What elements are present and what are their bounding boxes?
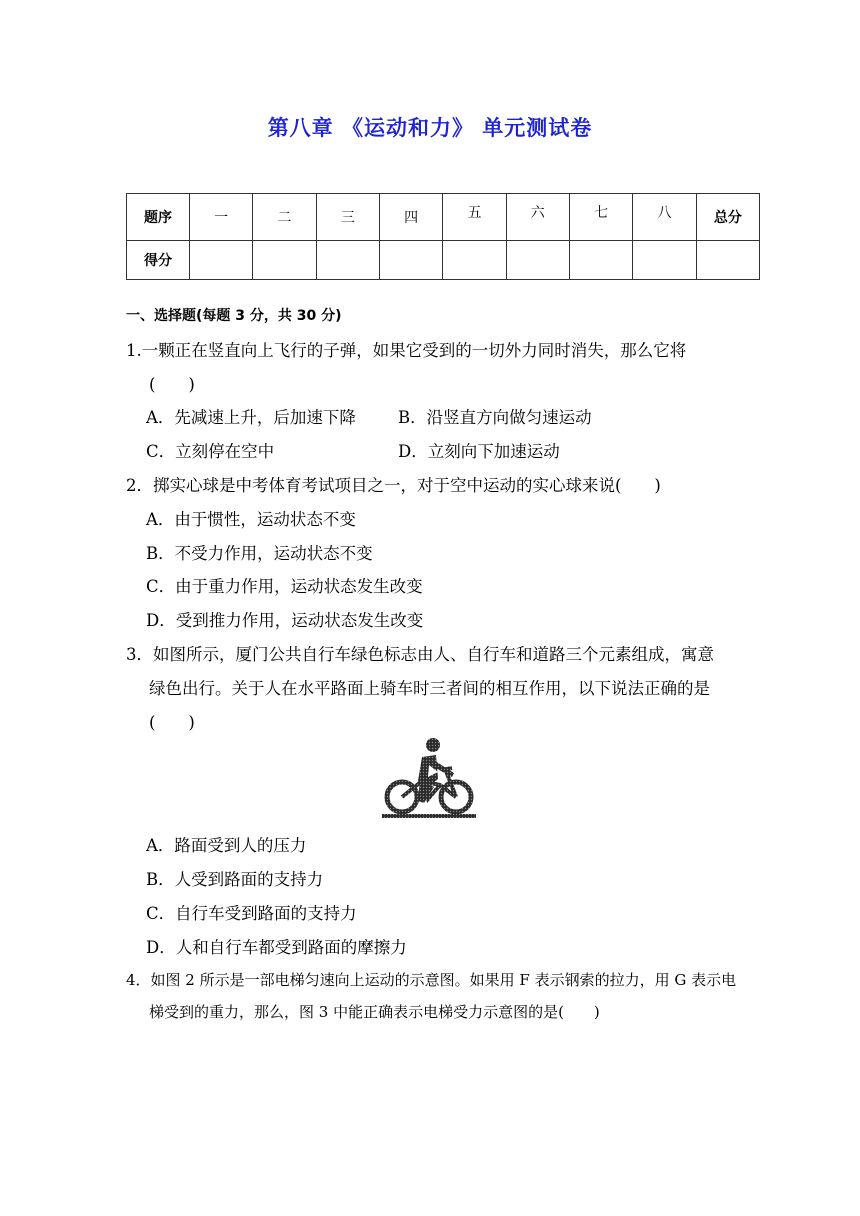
question-2-text: 2．掷实心球是中考体育考试项目之一，对于空中运动的实心球来说( ) [126,476,661,495]
row-label-cell: 得分 [127,241,190,280]
score-table-score-row [127,241,760,280]
question-1-option-c[interactable]: C．立刻停在空中 [146,442,275,461]
table-header-cell: 五 [443,194,506,241]
question-2-option-d[interactable]: D．受到推力作用，运动状态发生改变 [146,611,424,630]
question-3-option-d[interactable]: D．人和自行车都受到路面的摩擦力 [146,938,407,957]
question-3-option-c[interactable]: C．自行车受到路面的支持力 [146,904,357,923]
table-header-cell: 七 [569,194,632,241]
score-cell[interactable] [696,241,759,280]
question-4-text-line-2: 梯受到的重力，那么，图 3 中能正确表示电梯受力示意图的是( ) [149,1003,600,1021]
question-1-blank: ( ) [149,375,195,394]
question-1-text: 1.一颗正在竖直向上飞行的子弹，如果它受到的一切外力同时消失，那么它将 [126,341,687,360]
question-1-option-b[interactable]: B．沿竖直方向做匀速运动 [398,408,592,427]
table-header-cell: 四 [379,194,442,241]
score-cell[interactable] [316,241,379,280]
table-header-cell: 三 [316,194,379,241]
question-1-option-a[interactable]: A．先减速上升，后加速下降 [146,408,356,427]
score-cell[interactable] [379,241,442,280]
table-header-cell: 八 [633,194,696,241]
section-heading: 一、选择题(每题 3 分，共 30 分) [126,308,342,324]
score-cell[interactable] [569,241,632,280]
question-1-option-d[interactable]: D．立刻向下加速运动 [398,442,560,461]
question-3-option-a[interactable]: A．路面受到人的压力 [146,836,307,855]
question-2-option-a[interactable]: A．由于惯性，运动状态不变 [146,510,356,529]
question-3-blank: ( ) [149,713,195,732]
bicycle-logo-icon [380,735,478,821]
question-3-text-line-2: 绿色出行。关于人在水平路面上骑车时三者间的相互作用，以下说法正确的是 [149,679,710,698]
question-4-text: 4．如图 2 所示是一部电梯匀速向上运动的示意图。如果用 F 表示钢索的拉力，用 G 表示电 [126,971,737,989]
score-cell[interactable] [190,241,253,280]
question-3-text: 3．如图所示，厦门公共自行车绿色标志由人、自行车和道路三个元素组成，寓意 [126,645,714,664]
table-header-cell: 一 [190,194,253,241]
score-cell[interactable] [253,241,316,280]
question-2-option-b[interactable]: B．不受力作用，运动状态不变 [146,544,373,563]
page-title: 第八章 《运动和力》 单元测试卷 [267,116,593,140]
score-table-header-row [127,194,760,241]
score-cell[interactable] [633,241,696,280]
score-table [126,193,760,280]
table-header-cell: 二 [253,194,316,241]
question-3-option-b[interactable]: B．人受到路面的支持力 [146,870,324,889]
table-header-cell: 题序 [127,194,190,241]
table-header-cell: 总分 [696,194,759,241]
score-cell[interactable] [506,241,569,280]
question-2-option-c[interactable]: C．由于重力作用，运动状态发生改变 [146,577,423,596]
score-cell[interactable] [443,241,506,280]
table-header-cell: 六 [506,194,569,241]
